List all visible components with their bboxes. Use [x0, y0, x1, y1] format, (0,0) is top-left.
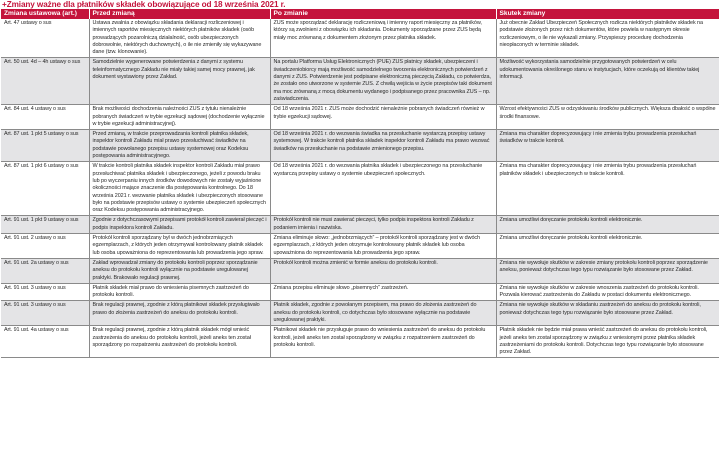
cell-effect: Zmiana umożliwi doręczanie protokołu kontroli elektronicznie. — [496, 216, 719, 234]
cell-after: Od 18 września 2021 r. do wezwania świadka na przesłuchanie wystarczą przepisy ustawy systemowej. W trakcie kontroli płatnika składek inspektor kontroli Zakładu ma prawo wezwać świadków na przesłuchanie na podstawie zmienionego przepisu. — [270, 130, 496, 162]
table-row — [1, 326, 719, 358]
cell-effect: Już obecnie Zakład Ubezpieczeń Społecznych rozlicza niektórych płatników składek na podstawie złożonych przez nich dokumentów, które powiela w następnym okresie rozliczeniowym, o ile nie wykazali zmiany. Przyspieszy procedurę dochodzenia nieopłaconych w terminie składek. — [496, 19, 719, 58]
cell-article: Art. 87 ust. 1 pkt 5 ustawy o sus — [1, 130, 89, 162]
cell-effect: Zmiana umożliwi doręczanie protokołu kontroli elektronicznie. — [496, 234, 719, 259]
cell-after: Protokół kontroli można zmienić w formie aneksu do protokołu kontroli. — [270, 258, 496, 283]
changes-table — [1, 9, 719, 358]
table-row — [1, 162, 719, 216]
title-marker-icon: + — [2, 0, 7, 9]
cell-before: Zakład wprowadzał zmiany do protokołu kontroli poprzez sporządzanie aneksu do protokołu kontroli wyłącznie na podstawie uregulowanej praktyki. Brakowało regulacji prawnej. — [89, 258, 270, 283]
table-row — [1, 58, 719, 105]
cell-article: Art. 50 ust. 4d – 4h ustawy o sus — [1, 58, 89, 105]
cell-article: Art. 47 ustawy o sus — [1, 19, 89, 58]
cell-article: Art. 91 ust. 2 ustawy o sus — [1, 234, 89, 259]
table-row — [1, 301, 719, 326]
header-after: Po zmianie — [270, 9, 496, 19]
cell-article: Art. 91 ust. 3 ustawy o sus — [1, 301, 89, 326]
cell-before: Brak regulacji prawnej, zgodnie z którą płatnik składek mógł wnieść zastrzeżenia do aneksu do protokołu kontroli, jeżeli aneks ten został sporządzony po rozpatrzeniu zastrzeżeń do protokołu kontroli. — [89, 326, 270, 358]
cell-after: Płatnik składek, zgodnie z powołanym przepisem, ma prawo do złożenia zastrzeżeń do aneksu do protokołu kontroli, co dotychczas było stosowane wyłącznie na podstawie uregulowanej praktyki. — [270, 301, 496, 326]
cell-effect: Zmiana ma charakter doprecyzowujący i nie zmienia trybu prowadzenia przesłuchań świadków w trakcie kontroli. — [496, 130, 719, 162]
table-row — [1, 19, 719, 58]
cell-after: Zmiana przepisu eliminuje słowo „pisemnych” zastrzeżeń. — [270, 283, 496, 301]
cell-article: Art. 87 ust. 1 pkt 6 ustawy o sus — [1, 162, 89, 216]
cell-article: Art. 91 ust. 2a ustawy o sus — [1, 258, 89, 283]
cell-effect: Zmiana ma charakter doprecyzowujący i nie zmienia trybu prowadzenia przesłuchań płatników składek i ubezpieczonych w trakcie kontroli. — [496, 162, 719, 216]
table-row — [1, 130, 719, 162]
cell-article: Art. 91 ust. 3 ustawy o sus — [1, 283, 89, 301]
cell-before: Płatnik składek miał prawo do wniesienia pisemnych zastrzeżeń do protokołu kontroli. — [89, 283, 270, 301]
table-row — [1, 216, 719, 234]
cell-after: Protokół kontroli nie musi zawierać pieczęci, tylko podpis inspektora kontroli Zakładu z podaniem imienia i nazwiska. — [270, 216, 496, 234]
table-row — [1, 258, 719, 283]
header-before: Przed zmianą — [89, 9, 270, 19]
cell-effect: Zmiana nie wywołuje skutków w zakresie zmiany protokołu kontroli poprzez sporządzenie aneksu, ponieważ dotychczas tego typu rozwiązanie było stosowane przez Zakład. — [496, 258, 719, 283]
cell-after: Na portalu Platforma Usług Elektronicznych (PUE) ZUS płatnicy składek, ubezpieczeni i świadczeniobiorcy mają możliwość samodzielnego tworzenia elektronicznych potwierdzeń z danymi z ZUS. Potwierdzenie jest podpisane elektroniczną pieczęcią Zakładu, co potwierdza, że zostało ono utworzone w systemie ZUS. Z chwilą wejścia w życie przepisów taki dokument ma moc zrównaną z mocą dokumentu wydanego i podpisanego przez pracownika ZUS – np. zaświadczenia. — [270, 58, 496, 105]
cell-before: Przed zmianą, w trakcie przeprowadzania kontroli płatnika składek, inspektor kontroli Zakładu miał prawo przesłuchiwać świadków na podstawie powołanego przepisu ustawy systemowej oraz Kodeksu postępowania administracyjnego. — [89, 130, 270, 162]
cell-after: Płatnikowi składek nie przysługuje prawo do wniesienia zastrzeżeń do aneksu do protokołu kontroli, jeżeli aneks ten został sporządzony w związku z rozpatrzeniem zastrzeżeń do protokołu kontroli. — [270, 326, 496, 358]
cell-before: Brak możliwości dochodzenia należności ZUS z tytułu nienależnie pobranych świadczeń w trybie egzekucji sądowej (dochodzenie wyłącznie w trybie egzekucji administracyjnej). — [89, 105, 270, 130]
table-header-row — [1, 9, 719, 19]
cell-effect: Zmiana nie wywołuje skutków w zakresie wnoszenia zastrzeżeń do protokołu kontroli. Pozwala kierować zastrzeżenia do Zakładu w postaci dokumentu elektronicznego. — [496, 283, 719, 301]
cell-article: Art. 91 ust. 4a ustawy o sus — [1, 326, 89, 358]
cell-after: Od 18 września 2021 r. ZUS może dochodzić nienależnie pobranych świadczeń również w trybie egzekucji sądowej. — [270, 105, 496, 130]
table-row — [1, 234, 719, 259]
cell-after: ZUS może sporządzać deklarację rozliczeniową i imienny raport miesięczny za płatników, którzy są zwolnieni z obowiązku ich składania. Dokumenty sporządzane przez ZUS będą miały moc zrównaną z dokumentem złożonym przez płatnika składek. — [270, 19, 496, 58]
cell-article: Art. 91 ust. 1 pkt 9 ustawy o sus — [1, 216, 89, 234]
cell-after: Od 18 września 2021 r. do wezwania płatnika składek i ubezpieczonego na przesłuchanie wystarczą przepisy ustawy o systemie ubezpieczeń społecznych. — [270, 162, 496, 216]
table-row — [1, 283, 719, 301]
cell-before: Samodzielnie wygenerowane potwierdzenia z danymi z systemu teleinformatycznego Zakładu nie miały takiej samej mocy prawnej, jak dokument wystawiony przez Zakład. — [89, 58, 270, 105]
table-row — [1, 105, 719, 130]
cell-before: Protokół kontroli sporządzany był w dwóch jednobrzmiących egzemplarzach, z których jeden otrzymywał kontrolowany płatnik składek lub osoba upoważniona do reprezentowania lub prowadzenia jego spraw. — [89, 234, 270, 259]
header-effect: Skutek zmiany — [496, 9, 719, 19]
cell-before: Zgodnie z dotychczasowymi przepisami protokół kontroli zawierał pieczęć i podpis inspektora kontroli Zakładu. — [89, 216, 270, 234]
table-title — [0, 0, 720, 9]
cell-before: Brak regulacji prawnej, zgodnie z którą płatnikowi składek przysługiwało prawo do złożenia zastrzeżeń do aneksu do protokołu kontroli. — [89, 301, 270, 326]
cell-effect: Zmiana nie wywołuje skutków w składaniu zastrzeżeń do aneksu do protokołu kontroli, ponieważ dotychczas tego typu rozwiązanie było stosowane przez Zakład. — [496, 301, 719, 326]
cell-before: Ustawa zwalnia z obowiązku składania deklaracji rozliczeniowej i imiennych raportów miesięcznych niektórych płatników składek (osób prowadzących pozarolniczą działalność, osób ubezpieczonych dobrowolnie, niektórych duchownych), o ile nie zmieniły się wykazywane dane (tzw. klonowanie). — [89, 19, 270, 58]
cell-effect: Wzrost efektywności ZUS w odzyskiwaniu środków publicznych. Większa dbałość o wspólne środki finansowe. — [496, 105, 719, 130]
cell-effect: Płatnik składek nie będzie miał prawa wnieść zastrzeżeń do aneksu do protokołu kontroli, jeżeli aneks ten został sporządzony w związku z wniesionymi przez płatnika składek zastrzeżeniami do protokołu kontroli. Dotychczas tego typu rozwiązanie było stosowane przez Zakład. — [496, 326, 719, 358]
cell-after: Zmiana eliminuje słowo: „jednobrzmiących” – protokół kontroli sporządzany jest w dwóch egzemplarzach, z których jeden otrzymuje kontrolowany płatnik składek lub osoba upoważniona do reprezentowania lub prowadzenia jego spraw. — [270, 234, 496, 259]
title-text: Zmiany ważne dla płatników składek obowiązujące od 18 września 2021 r. — [6, 0, 286, 9]
header-article: Zmiana ustawowa (art.) — [1, 9, 89, 19]
cell-effect: Możliwość wykorzystania samodzielnie przygotowanych potwierdzeń w celu udokumentowania określonego stanu w instytucjach, które oczekują od klientów takiej informacji. — [496, 58, 719, 105]
cell-article: Art. 84 ust. 4 ustawy o sus — [1, 105, 89, 130]
cell-before: W trakcie kontroli płatnika składek inspektor kontroli Zakładu miał prawo przesłuchiwać płatnika składek i ubezpieczonego, jeżeli z powodu braku lub po wyczerpaniu innych środków dowodowych nie zostały wyjaśnione okoliczności mające znaczenie dla postępowania kontrolnego. Do 18 września 2021 r. wezwanie płatnika składek i ubezpieczonych stosowane było na podstawie przepisów ustawy o systemie ubezpieczeń społecznych oraz Kodeksu postępowania administracyjnego. — [89, 162, 270, 216]
